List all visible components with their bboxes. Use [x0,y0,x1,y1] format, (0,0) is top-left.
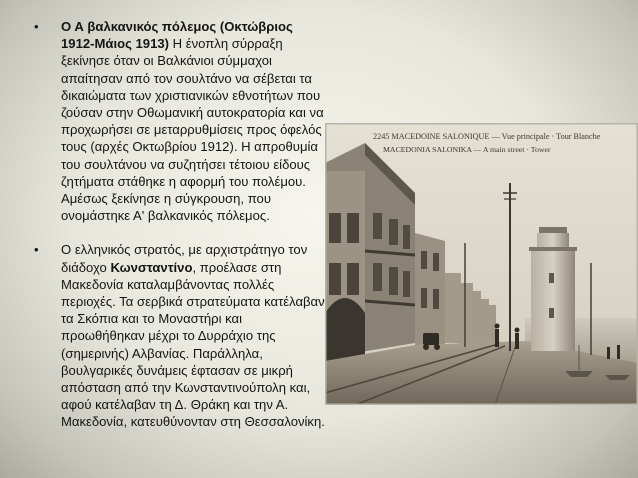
postcard-caption-line2: MACEDONIA SALONIKA — A main street · Tower [383,145,551,154]
postcard-caption-line1: 2245 MACEDOINE SALONIQUE — Vue principale · Tour Blanche [373,132,601,141]
bullet-bold-name: Κωνσταντίνο [110,259,193,275]
bullet-icon: • [34,19,39,34]
postcard-photo-thessaloniki [325,123,638,405]
bullet-body: Η ένοπλη σύρραξη ξεκίνησε όταν οι Βαλκάνιοι σύμμαχοι απαίτησαν από τον σουλτάνο να σέβεται τα δικαιώματα των χριστιανικών εθνοτήτων που ζούσαν στην Οθωμανική αυτοκρατορία και να προχωρήσει σε μεταρρυθμίσεις προς όφελός τους (αρχές Οκτωβρίου 1912). Η απροθυμία του σουλτάνου να συζητήσει τέτοιου είδους ζητήματα στάθηκε η αφορμή του πολέμου. Αμέσως ξεκίνησε η σύγκρουση, που ονομάστηκε Α' βαλκανικός πόλεμος. [61,36,324,224]
bullet-body-start: Ο ελληνικός στρατός, με αρχιστράτηγο τον διάδοχο [61,242,308,275]
building-middle [415,233,445,347]
bullet-item-greek-army [28,241,328,430]
bullet-body-end: , προέλασε στη Μακεδονία καταλαμβάνοντας πολλές περιοχές. Τα σερβικά στρατεύματα κατέλαβαν τα Σκόπια και το Μοναστήρι και προωθήθηκαν μέχρι το Δυρράχιο της (σημερινής) Αλβανίας. Παράλληλα, βουλγαρικές δυνάμεις έφτασαν σε μικρή απόσταση από την Κωνσταντινούπολη και, αφού κατέλαβαν τη Δ. Θράκη και την Α. Μακεδονία, κατευθύνονταν στη Θεσσαλονίκη. [61,259,325,430]
bullet-item-first-balkan-war [28,18,328,224]
bullet-icon: • [34,242,39,258]
slide-text-column [28,18,328,431]
bullet-heading: Ο Α βαλκανικός πόλεμος (Οκτώβριος 1912-Μάιος 1913) [61,19,293,52]
postcard-illustration [325,123,638,405]
